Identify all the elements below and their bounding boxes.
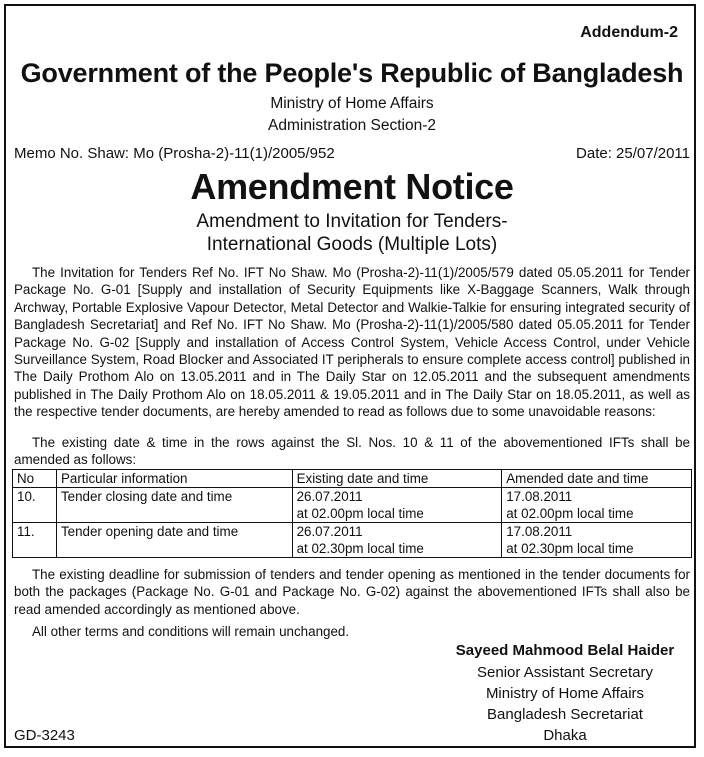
row-existing (292, 523, 502, 558)
existing-time: at 02.30pm local time (296, 541, 424, 556)
table-header-amended: Amended date and time (502, 470, 692, 488)
amended-time: at 02.30pm local time (506, 541, 634, 556)
row-amended (502, 523, 692, 558)
signatory-designation: Senior Assistant Secretary (477, 664, 653, 681)
amendment-table (12, 469, 692, 558)
row-no: 10. (13, 488, 57, 523)
body-paragraph-3-text: The existing deadline for submission of tenders and tender opening as mentioned in the tender documents for both the packages (Package No. G-01 and Package No. G-02) against the abovementioned IFTs shall also be read amended accordingly as mentioned above. (14, 567, 690, 617)
notice-subtitle-line-1: Amendment to Invitation for Tenders- (196, 211, 508, 232)
government-heading: Government of the People's Republic of Bangladesh (20, 58, 684, 88)
ministry-heading: Ministry of Home Affairs (270, 95, 434, 112)
body-paragraph-1-text: The Invitation for Tenders Ref No. IFT No Shaw. Mo (Prosha-2)-11(1)/2005/579 dated 05.05.2011 for Tender Package No. G-01 [Supply and installation of Security Equipments like X-Baggage Scanners, Walk through Archway, Portable Explosive Vapour Detector, Metal Detector and Walkie-Talkie for ensuring integrated security of Bangladesh Secretariat] and Ref No. IFT No Shaw. Mo (Prosha-2)-11(1)/2005/580 dated 05.05.2011 for Tender Package No. G-02 [Supply and installation of Access Control System, Vehicle Access Control, under Vehicle Surveillance System, Road Blocker and Associated IT peripherals to ensure complete access control] published in The Daily Prothom Alo on 13.05.2011 and in The Daily Star on 12.05.2011 and the subsequent amendments published in The Daily Prothom Alo on 18.05.2011 & 19.05.2011 and in The Daily Star on 18.05.2011, as well as the respective tender documents, are hereby amended to read as follows due to some unavoidable reasons: (14, 265, 690, 420)
amended-date: 17.08.2011 (506, 489, 573, 504)
signatory-office: Bangladesh Secretariat (487, 706, 643, 723)
table-header-row (13, 470, 692, 488)
existing-date: 26.07.2011 (296, 524, 363, 539)
body-paragraph-2 (14, 434, 690, 469)
signatory-ministry: Ministry of Home Affairs (485, 685, 645, 702)
row-amended (502, 488, 692, 523)
signatory-city: Dhaka (543, 727, 587, 744)
memo-number: Memo No. Shaw: Mo (Prosha-2)-11(1)/2005/952 (14, 145, 335, 162)
amended-time: at 02.00pm local time (506, 506, 634, 521)
table-header-existing: Existing date and time (292, 470, 502, 488)
table-header-no: No (13, 470, 57, 488)
row-particular: Tender closing date and time (56, 488, 292, 523)
table-row (13, 523, 692, 558)
row-existing (292, 488, 502, 523)
row-no: 11. (13, 523, 57, 558)
table-header-particular: Particular information (56, 470, 292, 488)
body-paragraph-3 (14, 566, 690, 618)
amended-date: 17.08.2011 (506, 524, 573, 539)
body-paragraph-4 (14, 623, 690, 640)
existing-date: 26.07.2011 (296, 489, 363, 504)
memo-date: Date: 25/07/2011 (576, 145, 690, 162)
table-row (13, 488, 692, 523)
body-paragraph-2-text: The existing date & time in the rows against the Sl. Nos. 10 & 11 of the abovementioned IFTs shall be amended as follows: (14, 435, 690, 468)
signatory-name: Sayeed Mahmood Belal Haider (455, 642, 675, 659)
notice-title: Amendment Notice (190, 166, 514, 207)
section-heading: Administration Section-2 (268, 117, 436, 134)
addendum-label: Addendum-2 (580, 24, 678, 41)
notice-subtitle-line-2: International Goods (Multiple Lots) (206, 234, 498, 255)
existing-time: at 02.00pm local time (296, 506, 424, 521)
body-paragraph-1 (14, 264, 690, 421)
body-paragraph-4-text: All other terms and conditions will remain unchanged. (32, 624, 350, 639)
gd-number: GD-3243 (14, 727, 75, 744)
row-particular: Tender opening date and time (56, 523, 292, 558)
